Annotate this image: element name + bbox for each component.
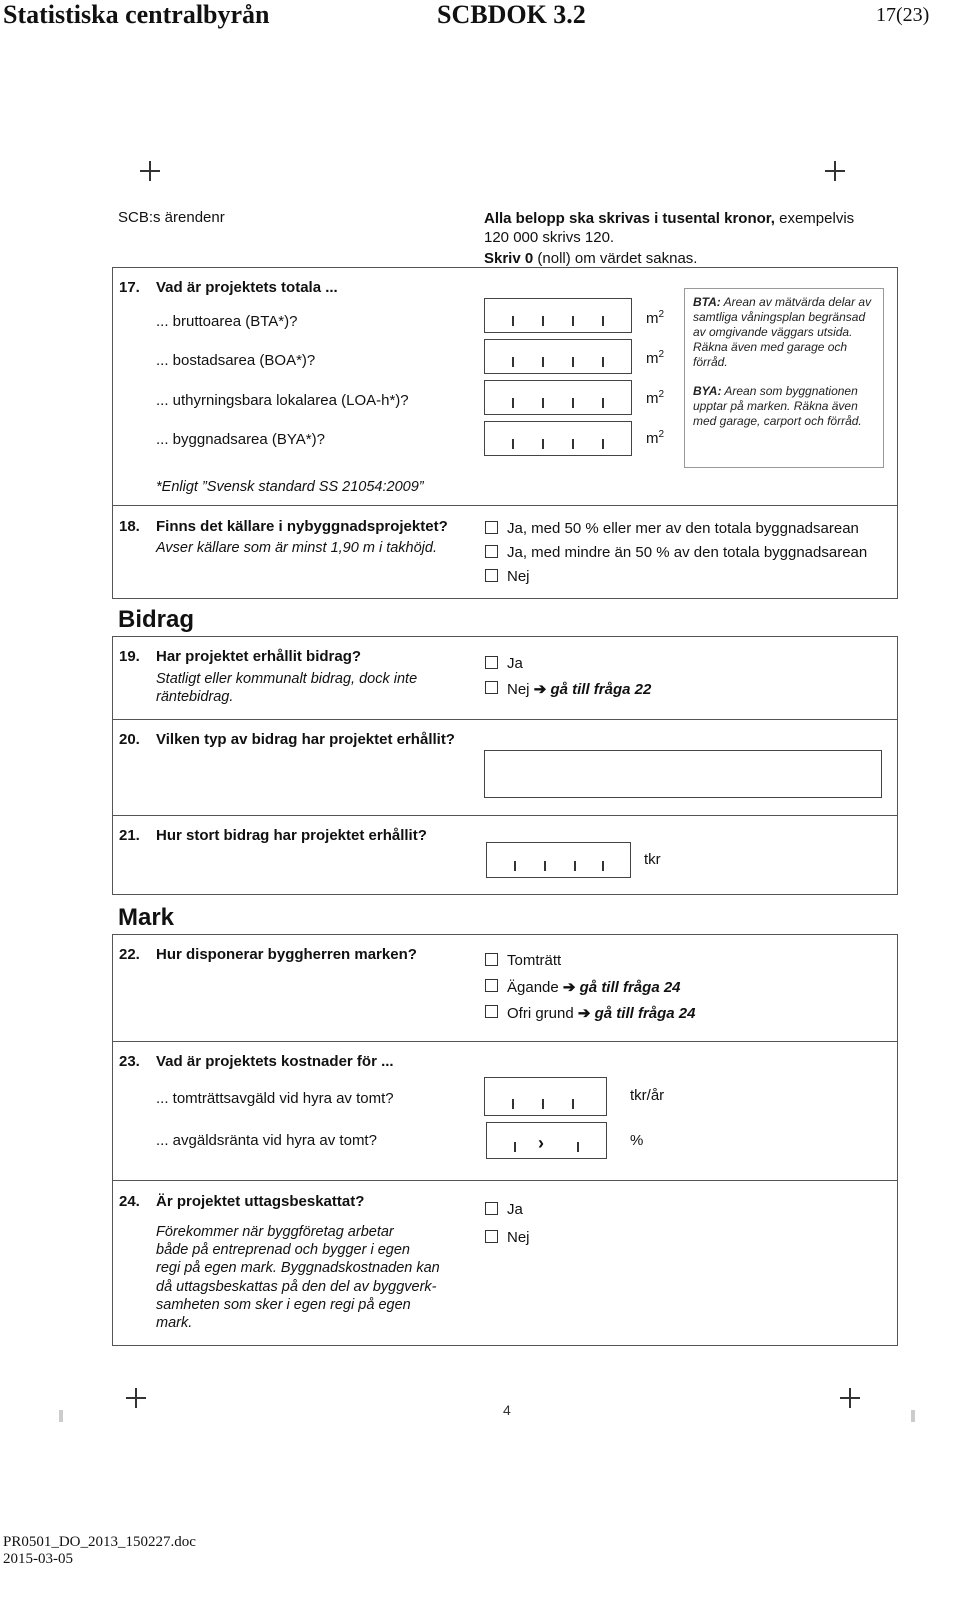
- q23-fee-input[interactable]: [484, 1077, 607, 1116]
- q22-option-1: Tomträtt: [507, 952, 562, 969]
- q19-number: 19.: [119, 648, 140, 665]
- q17-label-bta: ... bruttoarea (BTA*)?: [156, 313, 298, 330]
- q17-label-loa: ... uthyrningsbara lokalarea (LOA-h*)?: [156, 392, 409, 409]
- unit-m2: $m^2$: [646, 309, 665, 327]
- q21-title: Hur stort bidrag har projektet erhållit?: [156, 827, 427, 844]
- q22-goto-3: gå till fråga 24: [594, 1005, 696, 1022]
- q21-unit: tkr: [644, 851, 661, 868]
- q17-label-boa: ... bostadsarea (BOA*)?: [156, 352, 316, 369]
- q18-option-2: Ja, med mindre än 50 % av den totala byggnadsarean: [507, 544, 868, 561]
- q19-goto: gå till fråga 22: [550, 681, 652, 698]
- loa-input[interactable]: [484, 380, 632, 415]
- q23-label-2: ... avgäldsränta vid hyra av tomt?: [156, 1132, 377, 1149]
- unit-m2: $m^2$: [646, 349, 665, 367]
- q18-number: 18.: [119, 518, 140, 535]
- q19-option-ja: Ja: [507, 655, 523, 672]
- q19-checkbox-ja[interactable]: [485, 656, 498, 669]
- instruction-zero-text: (noll) om värdet saknas.: [533, 250, 698, 267]
- q18-title: Finns det källare i nybyggnadsprojektet?: [156, 518, 448, 535]
- q19-title: Har projektet erhållit bidrag?: [156, 648, 362, 665]
- divider: [113, 719, 897, 720]
- bya-input[interactable]: [484, 421, 632, 456]
- footer-filename: PR0501_DO_2013_150227.doc: [3, 1534, 196, 1550]
- decimal-comma: ›: [538, 1133, 544, 1153]
- registration-mark: [840, 1388, 860, 1408]
- q21-amount-input[interactable]: [486, 842, 631, 878]
- q21-number: 21.: [119, 827, 140, 844]
- q24-checkbox-ja[interactable]: [485, 1202, 498, 1215]
- q24-checkbox-nej[interactable]: [485, 1230, 498, 1243]
- q22-checkbox-2[interactable]: [485, 979, 498, 992]
- q23-unit-2: %: [630, 1132, 644, 1149]
- q20-title: Vilken typ av bidrag har projektet erhållit?: [156, 731, 455, 748]
- q23-label-1: ... tomträttsavgäld vid hyra av tomt?: [156, 1090, 394, 1107]
- q19-checkbox-nej[interactable]: [485, 681, 498, 694]
- q18-option-1: Ja, med 50 % eller mer av den totala byggnadsarean: [507, 520, 859, 537]
- unit-m2: $m^2$: [646, 429, 665, 447]
- q24-option-ja: Ja: [507, 1201, 523, 1218]
- q22-title: Hur disponerar byggherren marken?: [156, 946, 417, 963]
- instruction-text: exempelvis: [774, 210, 855, 227]
- q22-checkbox-3[interactable]: [485, 1005, 498, 1018]
- q18-checkbox-1[interactable]: [485, 521, 498, 534]
- section-heading-mark: Mark: [118, 904, 175, 931]
- divider: [113, 1041, 897, 1042]
- q17-title: Vad är projektets totala ...: [156, 279, 338, 296]
- q24-option-nej: Nej: [507, 1229, 530, 1246]
- boa-input[interactable]: [484, 339, 632, 374]
- q18-checkbox-2[interactable]: [485, 545, 498, 558]
- q22-option-2: Ägande ➔ gå till fråga 24: [507, 979, 681, 996]
- instruction-example: 120 000 skrivs 120.: [484, 229, 615, 246]
- footer-date: 2015-03-05: [3, 1551, 73, 1567]
- divider: [113, 1180, 897, 1181]
- case-number-label: SCB:s ärendenr: [118, 209, 225, 226]
- q22-goto-2: gå till fråga 24: [579, 979, 681, 996]
- q23-number: 23.: [119, 1053, 140, 1070]
- q17-label-bya: ... byggnadsarea (BYA*)?: [156, 431, 325, 448]
- q19-option-nej: Nej ➔ gå till fråga 22: [507, 681, 652, 698]
- divider: [113, 505, 897, 506]
- q22-checkbox-1[interactable]: [485, 953, 498, 966]
- registration-mark: [126, 1388, 146, 1408]
- q17-number: 17.: [119, 279, 140, 296]
- arrow-right-icon: ➔: [577, 1005, 591, 1022]
- arrow-right-icon: ➔: [533, 681, 547, 698]
- divider: [113, 815, 897, 816]
- bta-input[interactable]: [484, 298, 632, 333]
- q24-description: Förekommer när byggföretag arbetar både på entreprenad och bygger i egen regi på egen mark. Byggnadskostnaden kan då uttagsbeskattas på den del av byggverk- samheten som sker i egen regi på egen mark.: [156, 1224, 440, 1332]
- q22-number: 22.: [119, 946, 140, 963]
- scan-mark: [59, 1410, 63, 1422]
- instructions: [484, 209, 904, 268]
- page-number: 17(23): [876, 4, 930, 26]
- q18-option-3: Nej: [507, 568, 530, 585]
- q24-title: Är projektet uttagsbeskattat?: [156, 1193, 365, 1210]
- unit-m2: $m^2$: [646, 389, 665, 407]
- q19-subtitle-2: räntebidrag.: [156, 689, 234, 705]
- arrow-right-icon: ➔: [562, 979, 576, 996]
- scan-mark: [911, 1410, 915, 1422]
- section-heading-bidrag: Bidrag: [118, 606, 195, 633]
- q20-text-input[interactable]: [484, 750, 882, 798]
- q22-option-3: Ofri grund ➔ gå till fråga 24: [507, 1005, 696, 1022]
- registration-mark: [825, 161, 845, 181]
- instruction-zero-bold: Skriv 0: [484, 250, 534, 267]
- instruction-bold: Alla belopp ska skrivas i tusental kronor,: [484, 210, 775, 227]
- org-name: Statistiska centralbyrån: [3, 0, 270, 29]
- form-page-number: 4: [503, 1402, 511, 1418]
- q17-footnote: *Enligt ”Svensk standard SS 21054:2009”: [156, 479, 424, 495]
- q23-rate-input[interactable]: [486, 1122, 607, 1159]
- definitions-note: BTA: Arean av mätvärda delar av samtliga våningsplan begränsad av omgivande väggars utsida. Räkna även med garage och förråd. BYA: Arean som byggnationen upptar på marken. Räkna även med garage, carport och förråd.: [684, 288, 884, 468]
- q19-subtitle-1: Statligt eller kommunalt bidrag, dock inte: [156, 671, 418, 687]
- q20-number: 20.: [119, 731, 140, 748]
- q23-unit-1: tkr/år: [630, 1087, 665, 1104]
- registration-mark: [140, 161, 160, 181]
- q18-subtitle: Avser källare som är minst 1,90 m i takhöjd.: [156, 540, 437, 556]
- q23-title: Vad är projektets kostnader för ...: [156, 1053, 394, 1070]
- doc-id: SCBDOK 3.2: [437, 0, 586, 29]
- q18-checkbox-3[interactable]: [485, 569, 498, 582]
- q24-number: 24.: [119, 1193, 140, 1210]
